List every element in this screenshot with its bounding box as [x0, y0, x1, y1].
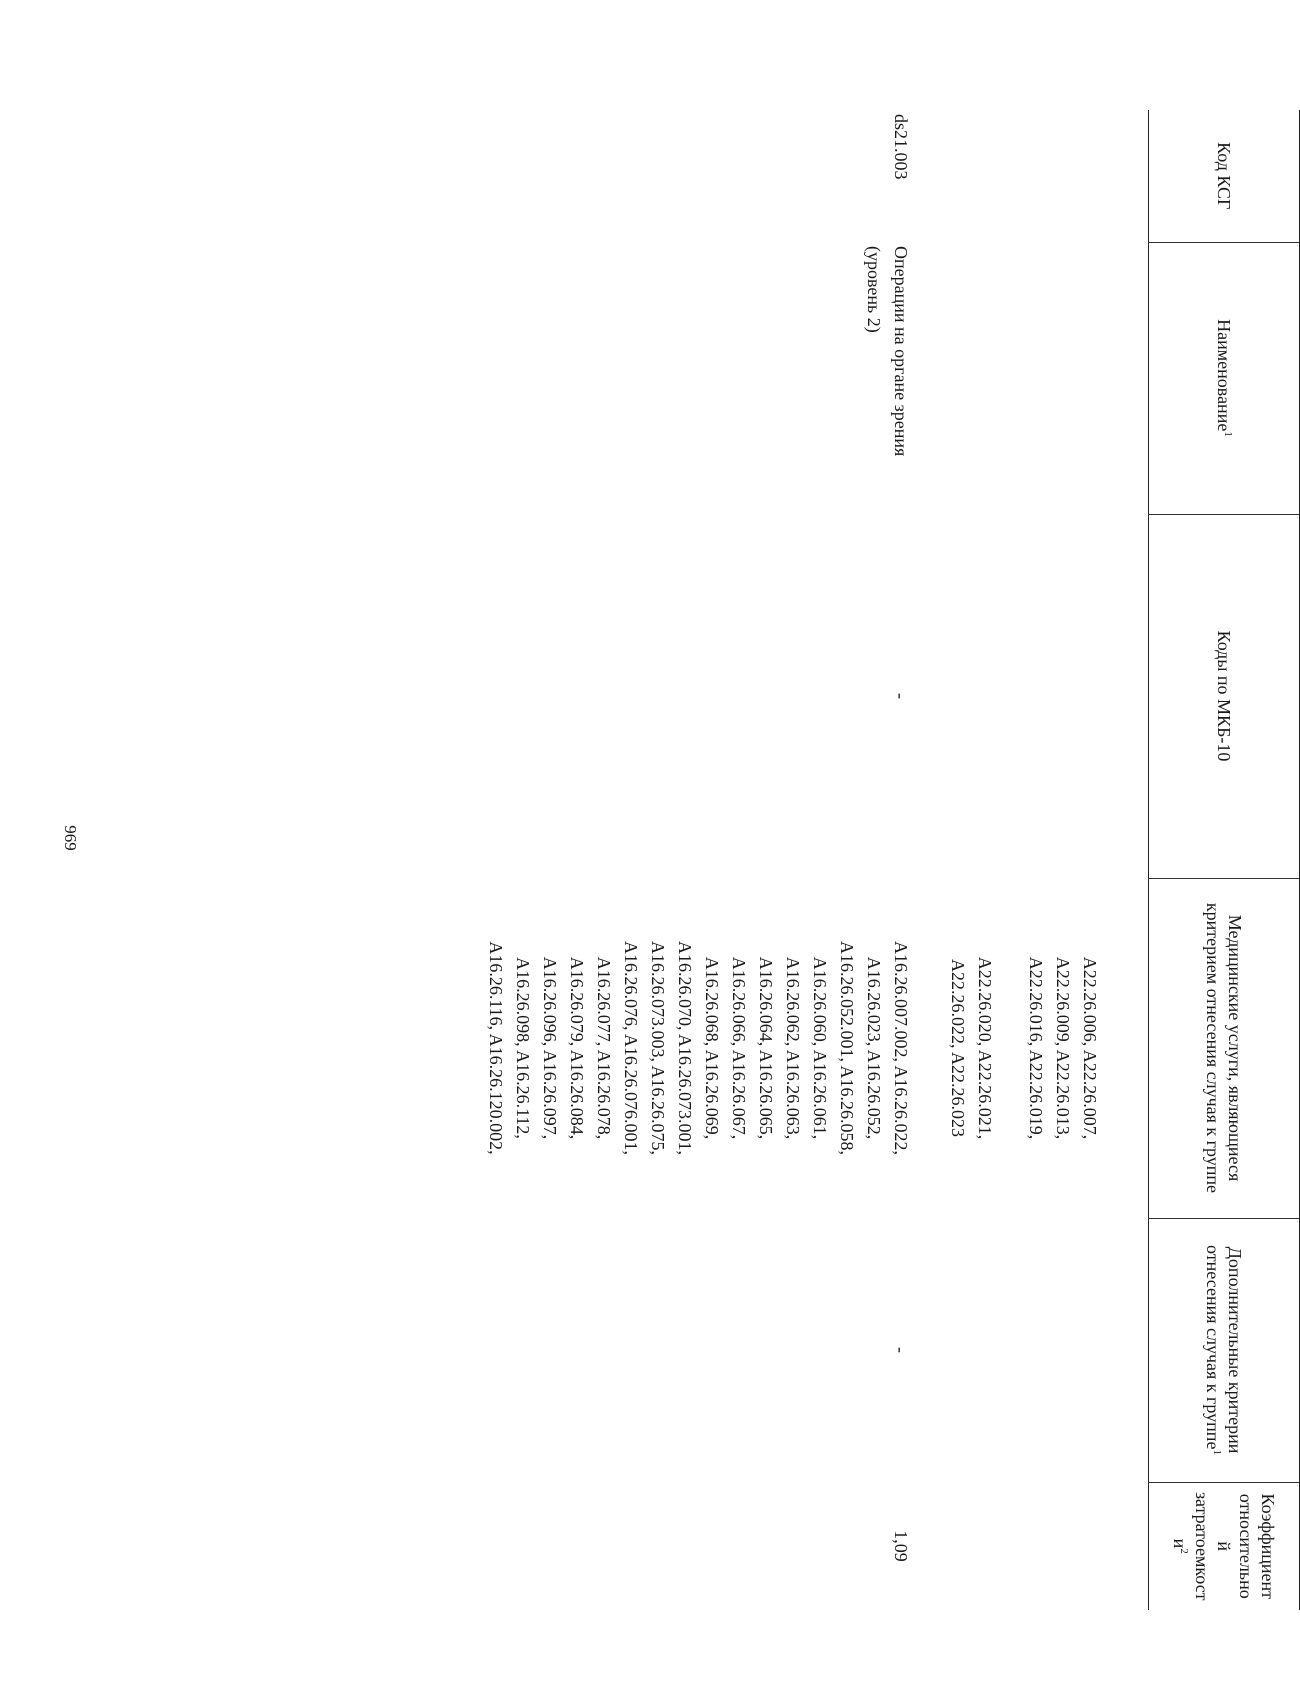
table-header-row	[1149, 110, 1300, 1610]
header-criteria: Дополнительные критерии отнесения случая к группе$^1$	[1149, 1218, 1300, 1482]
header-name: Наименование$^1$	[1149, 242, 1300, 514]
page-number: 969	[61, 825, 80, 851]
ksg-table	[482, 110, 1300, 1610]
cell-name: Операции на органе зрения (уровень 2)	[864, 246, 911, 457]
header-coefficient: Коэффициент относительно й затратоемкост $и^2$	[1149, 1482, 1300, 1610]
cell-icd: -	[891, 693, 911, 699]
table-row	[482, 110, 944, 1610]
cell-services: A16.26.007.002, A16.26.022, A16.26.023, A16.26.052, A16.26.052.001, A16.26.058, A16.26.060, A16.26.061, A16.26.062, A16.26.063, A16.26.064, A16.26.065, A16.26.066, A16.26.067, A16.26.068, A16.26.069, A16.26.070, A16.26.073.001, A16.26.073.003, A16.26.075, A16.26.076, A16.26.076.001, A16.26.077, A16.26.078, A16.26.079, A16.26.084, A16.26.096, A16.26.097, A16.26.098, A16.26.112, A16.26.116, A16.26.120.002,	[486, 940, 911, 1155]
cell-icd	[944, 514, 1149, 878]
cell-code: ds21.003	[891, 114, 911, 180]
cell-code	[944, 110, 1149, 242]
cell-services: A22.26.006, A22.26.007, A22.26.009, A22.26.013, A22.26.016, A22.26.019, A22.26.020, A22.26.021, A22.26.022, A22.26.023	[948, 956, 1100, 1140]
cell-criteria	[944, 1218, 1149, 1482]
cell-name	[944, 242, 1149, 514]
rotated-page	[100, 110, 1300, 1610]
cell-coefficient	[944, 1482, 1149, 1610]
cell-criteria: -	[891, 1347, 911, 1353]
table-row	[944, 110, 1149, 1610]
header-services: Медицинские услуги, являющиеся критерием отнесения случая к группе	[1149, 878, 1300, 1218]
header-icd: Коды по МКБ-10	[1149, 514, 1300, 878]
header-code: Код КСГ	[1214, 142, 1234, 210]
cell-coefficient: 1,09	[891, 1530, 911, 1562]
